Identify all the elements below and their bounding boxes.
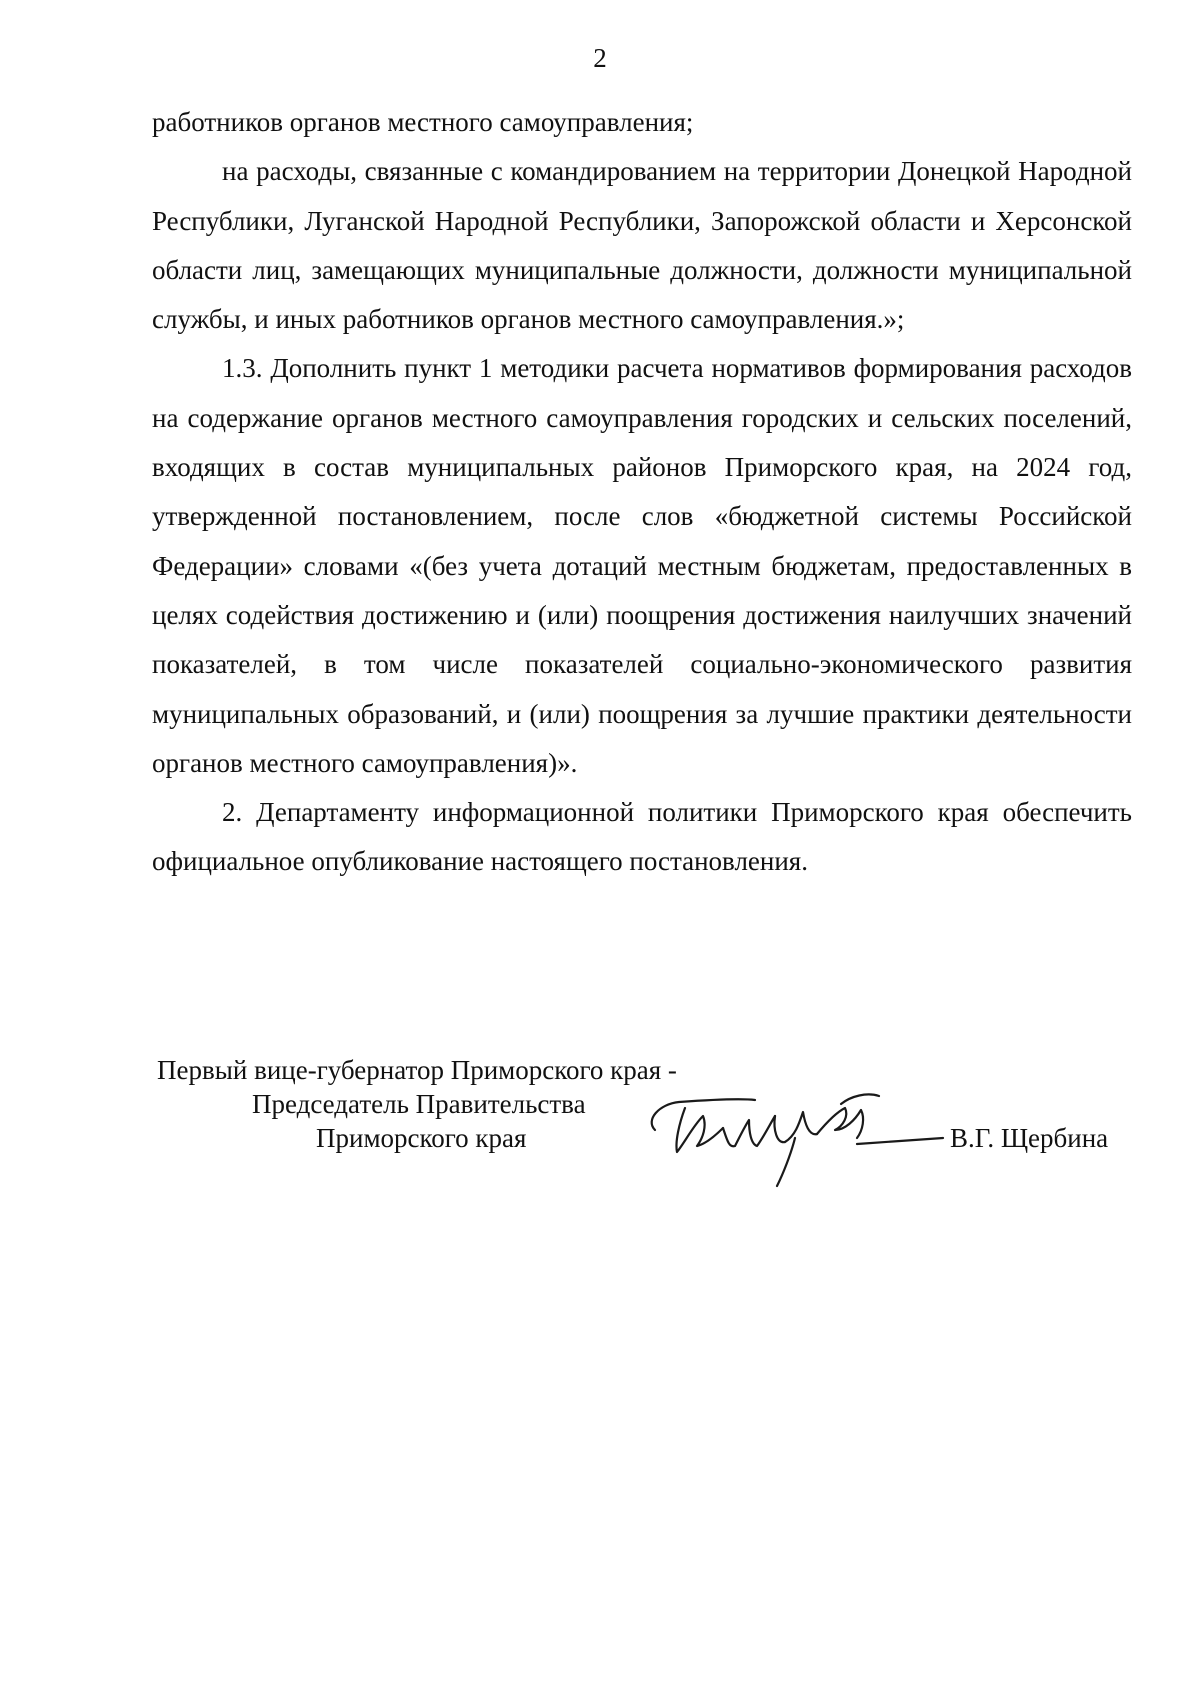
paragraph-4: 2. Департаменту информационной политики Приморского края обеспечить официальное опубликование настоящего постановления. (152, 797, 1132, 877)
signatory-title-line-1: Первый вице-губернатор Приморского края - (157, 1055, 677, 1085)
paragraph-2: на расходы, связанные с командированием на территории Донецкой Народной Республики, Луганской Народной Республики, Запорожской области и Херсонской области лиц, замещающих муниципальные должности, должности муниципальной службы, и иных работников органов местного самоуправления.»; (152, 156, 1132, 335)
paragraph-1: работников органов местного самоуправления; (152, 107, 694, 137)
document-body (152, 98, 1132, 887)
handwritten-signature (645, 1082, 945, 1192)
signatory-title-line-2: Председатель Правительства (252, 1089, 586, 1119)
signatory-name: В.Г. Щербина (950, 1123, 1109, 1153)
signatory-title-line-3: Приморского края (316, 1123, 527, 1153)
paragraph-3: 1.3. Дополнить пункт 1 методики расчета нормативов формирования расходов на содержание органов местного самоуправления городских и сельских поселений, входящих в состав муниципальных районов Приморского края, на 2024 год, утвержденной постановлением, после слов «бюджетной системы Российской Федерации» словами «(без учета дотаций местным бюджетам, предоставленных в целях содействия достижению и (или) поощрения достижения наилучших значений показателей, в том числе показателей социально-экономического развития муниципальных образований, и (или) поощрения за лучшие практики деятельности органов местного самоуправления)». (152, 353, 1132, 778)
page-number: 2 (593, 43, 607, 73)
